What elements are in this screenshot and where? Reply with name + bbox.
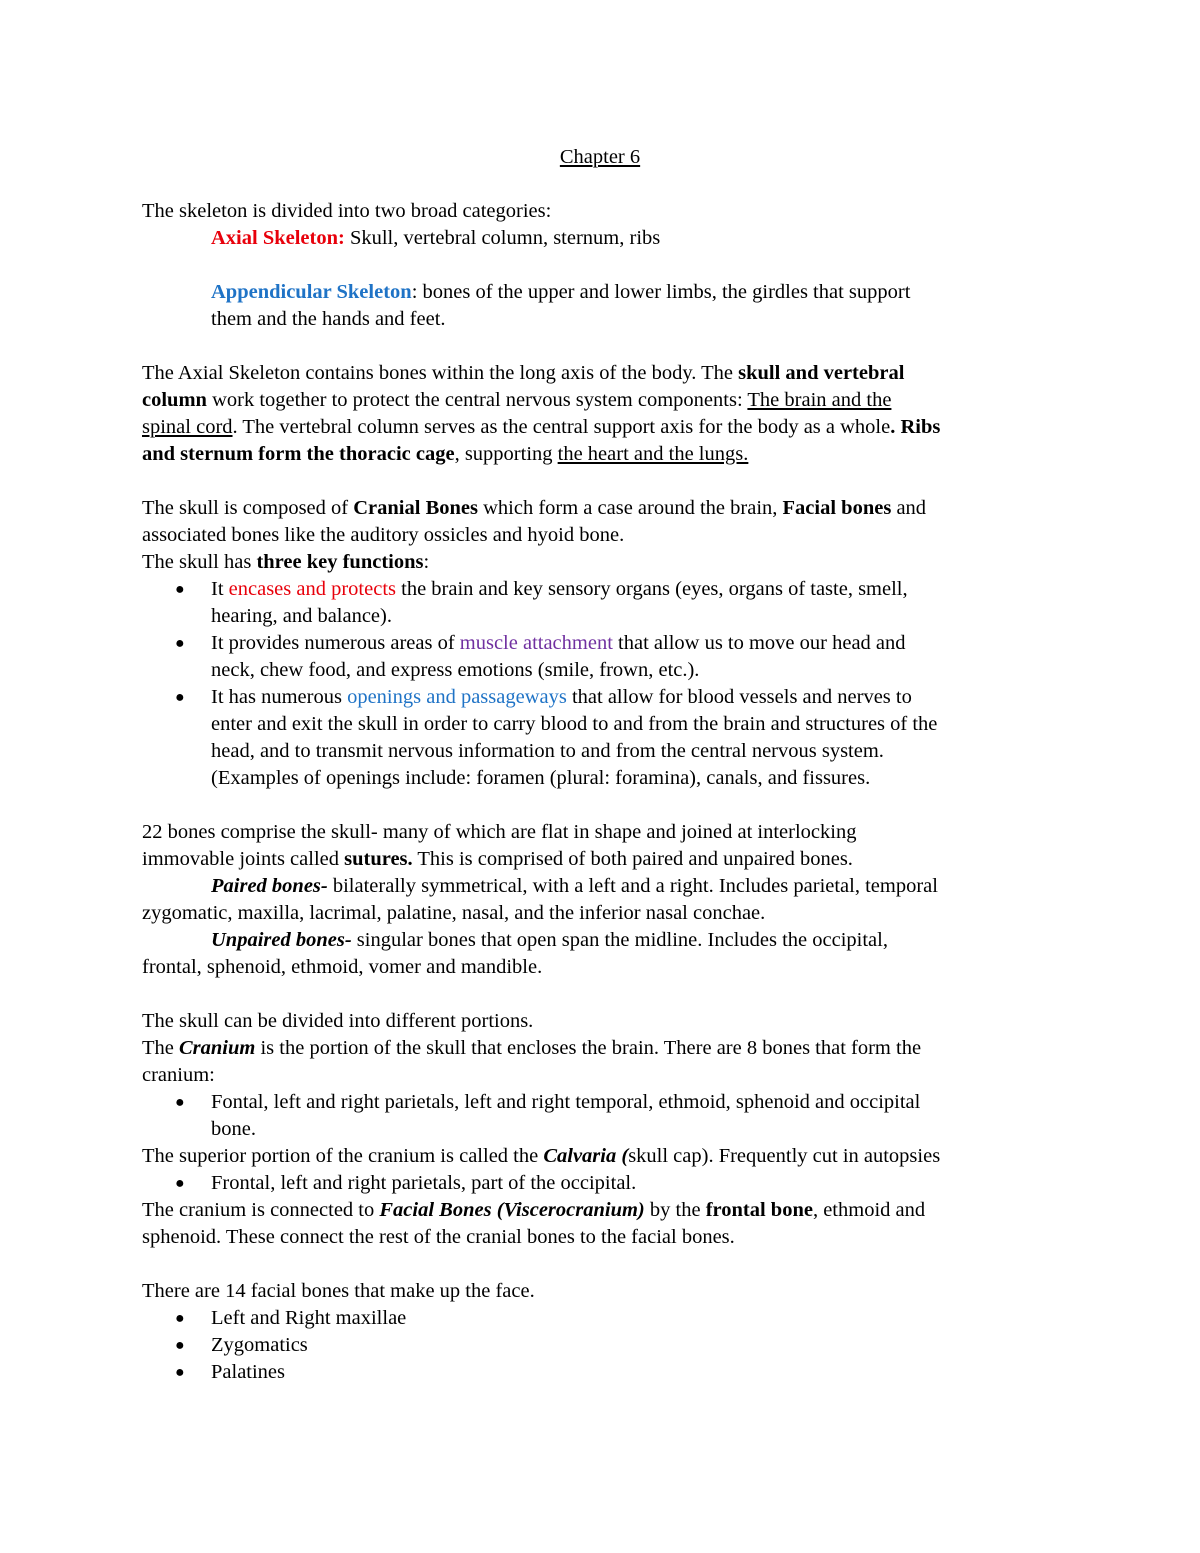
- text-run: immovable joints called: [142, 848, 345, 870]
- underlined-run: the heart and the lungs.: [557, 443, 749, 465]
- axial-para-line-4: [142, 441, 748, 468]
- text-run: It provides numerous areas of: [211, 632, 460, 654]
- bones-para-line-2: [142, 846, 853, 873]
- cranium-para-line-1: The skull can be divided into different portions.: [142, 1010, 534, 1032]
- text-run: The superior portion of the cranium is called the: [142, 1145, 544, 1167]
- axial-para-line-2: [142, 387, 891, 414]
- bold-run: . Ribs: [890, 416, 941, 438]
- text-run: and: [891, 497, 927, 519]
- text-run: The skull is composed of: [142, 497, 354, 519]
- bold-run: Facial bones: [782, 497, 892, 519]
- intro-line: The skeleton is divided into two broad categories:: [142, 200, 552, 222]
- skull-para-line-3: [142, 549, 429, 576]
- text-run: , ethmoid and: [812, 1199, 926, 1221]
- bullet-icon: ●: [175, 1175, 185, 1192]
- bold-run: and sternum form the thoracic cage: [142, 443, 455, 465]
- text-run: The Axial Skeleton contains bones within the long axis of the body. The: [142, 362, 739, 384]
- paired-bones-label: Paired bones-: [211, 875, 328, 897]
- text-run: by the: [644, 1199, 706, 1221]
- text-run: This is comprised of both paired and unpaired bones.: [412, 848, 853, 870]
- cranium-bones-item: Fontal, left and right parietals, left and right temporal, ethmoid, sphenoid and occipital: [211, 1091, 921, 1113]
- appendicular-skeleton-label: Appendicular Skeleton: [211, 281, 412, 303]
- cranium-para-line-3: cranium:: [142, 1064, 215, 1086]
- skull-para-line-2: associated bones like the auditory ossicles and hyoid bone.: [142, 524, 625, 546]
- axial-para-line-1: [142, 360, 904, 387]
- bullet-icon: ●: [175, 1337, 185, 1354]
- cranium-bones-item-cont: bone.: [211, 1118, 256, 1140]
- text-run: It: [211, 578, 229, 600]
- bullet-icon: ●: [175, 689, 185, 706]
- text-run: that allow for blood vessels and nerves to: [566, 686, 912, 708]
- page-title: Chapter 6: [559, 146, 641, 168]
- bold-run: Cranial Bones: [353, 497, 478, 519]
- facial-bone-item: Palatines: [211, 1361, 286, 1383]
- bold-run: column: [142, 389, 207, 411]
- bullet-icon: ●: [175, 581, 185, 598]
- axial-skeleton-text: Skull, vertebral column, sternum, ribs: [344, 227, 661, 249]
- axial-para-line-3: [142, 414, 940, 441]
- unpaired-bones-cont: frontal, sphenoid, ethmoid, vomer and mandible.: [142, 956, 543, 978]
- text-run: work together to protect the central nervous system components:: [206, 389, 748, 411]
- function-item-3: [211, 684, 912, 711]
- text-run: The cranium is connected to: [142, 1199, 380, 1221]
- facial-bone-item: Left and Right maxillae: [211, 1307, 407, 1329]
- calvaria-term: Calvaria (: [543, 1145, 629, 1167]
- text-run: The: [142, 1037, 179, 1059]
- text-run: is the portion of the skull that encloses the brain. There are 8 bones that form the: [255, 1037, 922, 1059]
- appendicular-skeleton-text: : bones of the upper and lower limbs, the girdles that support: [411, 281, 911, 303]
- text-run: skull cap). Frequently cut in autopsies: [628, 1145, 941, 1167]
- calvaria-line: [142, 1143, 940, 1170]
- underlined-run: The brain and the: [747, 389, 892, 411]
- facial-bones-term: Facial Bones (Viscerocranium): [379, 1199, 645, 1221]
- bones-para-line-1: 22 bones comprise the skull- many of which are flat in shape and joined at interlocking: [142, 821, 857, 843]
- text-run: , supporting: [454, 443, 558, 465]
- highlight-run: muscle attachment: [459, 632, 613, 654]
- text-run: bilaterally symmetrical, with a left and a right. Includes parietal, temporal: [327, 875, 938, 897]
- bold-run: frontal bone: [705, 1199, 813, 1221]
- unpaired-bones-line: [211, 927, 888, 954]
- bold-run: skull and vertebral: [738, 362, 905, 384]
- function-item-3-cont-3: (Examples of openings include: foramen (plural: foramina), canals, and fissures.: [211, 767, 871, 789]
- calvaria-bones-item: Frontal, left and right parietals, part of the occipital.: [211, 1172, 637, 1194]
- text-run: singular bones that open span the midline. Includes the occipital,: [351, 929, 888, 951]
- facial-connect-line-1: [142, 1197, 925, 1224]
- bullet-icon: ●: [175, 635, 185, 652]
- paired-bones-cont: zygomatic, maxilla, lacrimal, palatine, nasal, and the inferior nasal conchae.: [142, 902, 766, 924]
- cranium-para-line-2: [142, 1035, 921, 1062]
- bullet-icon: ●: [175, 1310, 185, 1327]
- paired-bones-line: [211, 873, 938, 900]
- underlined-run: spinal cord: [142, 416, 233, 438]
- text-run: :: [423, 551, 430, 573]
- function-item-3-cont-1: enter and exit the skull in order to carry blood to and from the brain and structures of the: [211, 713, 938, 735]
- bullet-icon: ●: [175, 1094, 185, 1111]
- text-run: . The vertebral column serves as the central support axis for the body as a whole: [232, 416, 891, 438]
- bullet-icon: ●: [175, 1364, 185, 1381]
- function-item-3-cont-2: head, and to transmit nervous information to and from the central nervous system.: [211, 740, 884, 762]
- highlight-run: openings and passageways: [347, 686, 567, 708]
- facial-bones-intro: There are 14 facial bones that make up the face.: [142, 1280, 535, 1302]
- text-run: The skull has: [142, 551, 257, 573]
- highlight-run: encases and protects: [228, 578, 396, 600]
- facial-connect-line-2: sphenoid. These connect the rest of the cranial bones to the facial bones.: [142, 1226, 735, 1248]
- text-run: the brain and key sensory organs (eyes, organs of taste, smell,: [396, 578, 908, 600]
- bold-run: sutures.: [344, 848, 413, 870]
- bold-run: three key functions: [256, 551, 424, 573]
- unpaired-bones-label: Unpaired bones-: [211, 929, 352, 951]
- function-item-2-cont: neck, chew food, and express emotions (smile, frown, etc.).: [211, 659, 700, 681]
- text-run: which form a case around the brain,: [477, 497, 783, 519]
- function-item-1: [211, 576, 908, 603]
- facial-bone-item: Zygomatics: [211, 1334, 308, 1356]
- appendicular-skeleton-cont: them and the hands and feet.: [211, 308, 446, 330]
- axial-skeleton-label: Axial Skeleton:: [211, 227, 345, 249]
- function-item-2: [211, 630, 906, 657]
- appendicular-skeleton-line: [211, 279, 910, 306]
- text-run: that allow us to move our head and: [612, 632, 906, 654]
- function-item-1-cont: hearing, and balance).: [211, 605, 392, 627]
- text-run: It has numerous: [211, 686, 348, 708]
- cranium-term: Cranium: [179, 1037, 256, 1059]
- axial-skeleton-line: [211, 225, 660, 252]
- skull-para-line-1: [142, 495, 926, 522]
